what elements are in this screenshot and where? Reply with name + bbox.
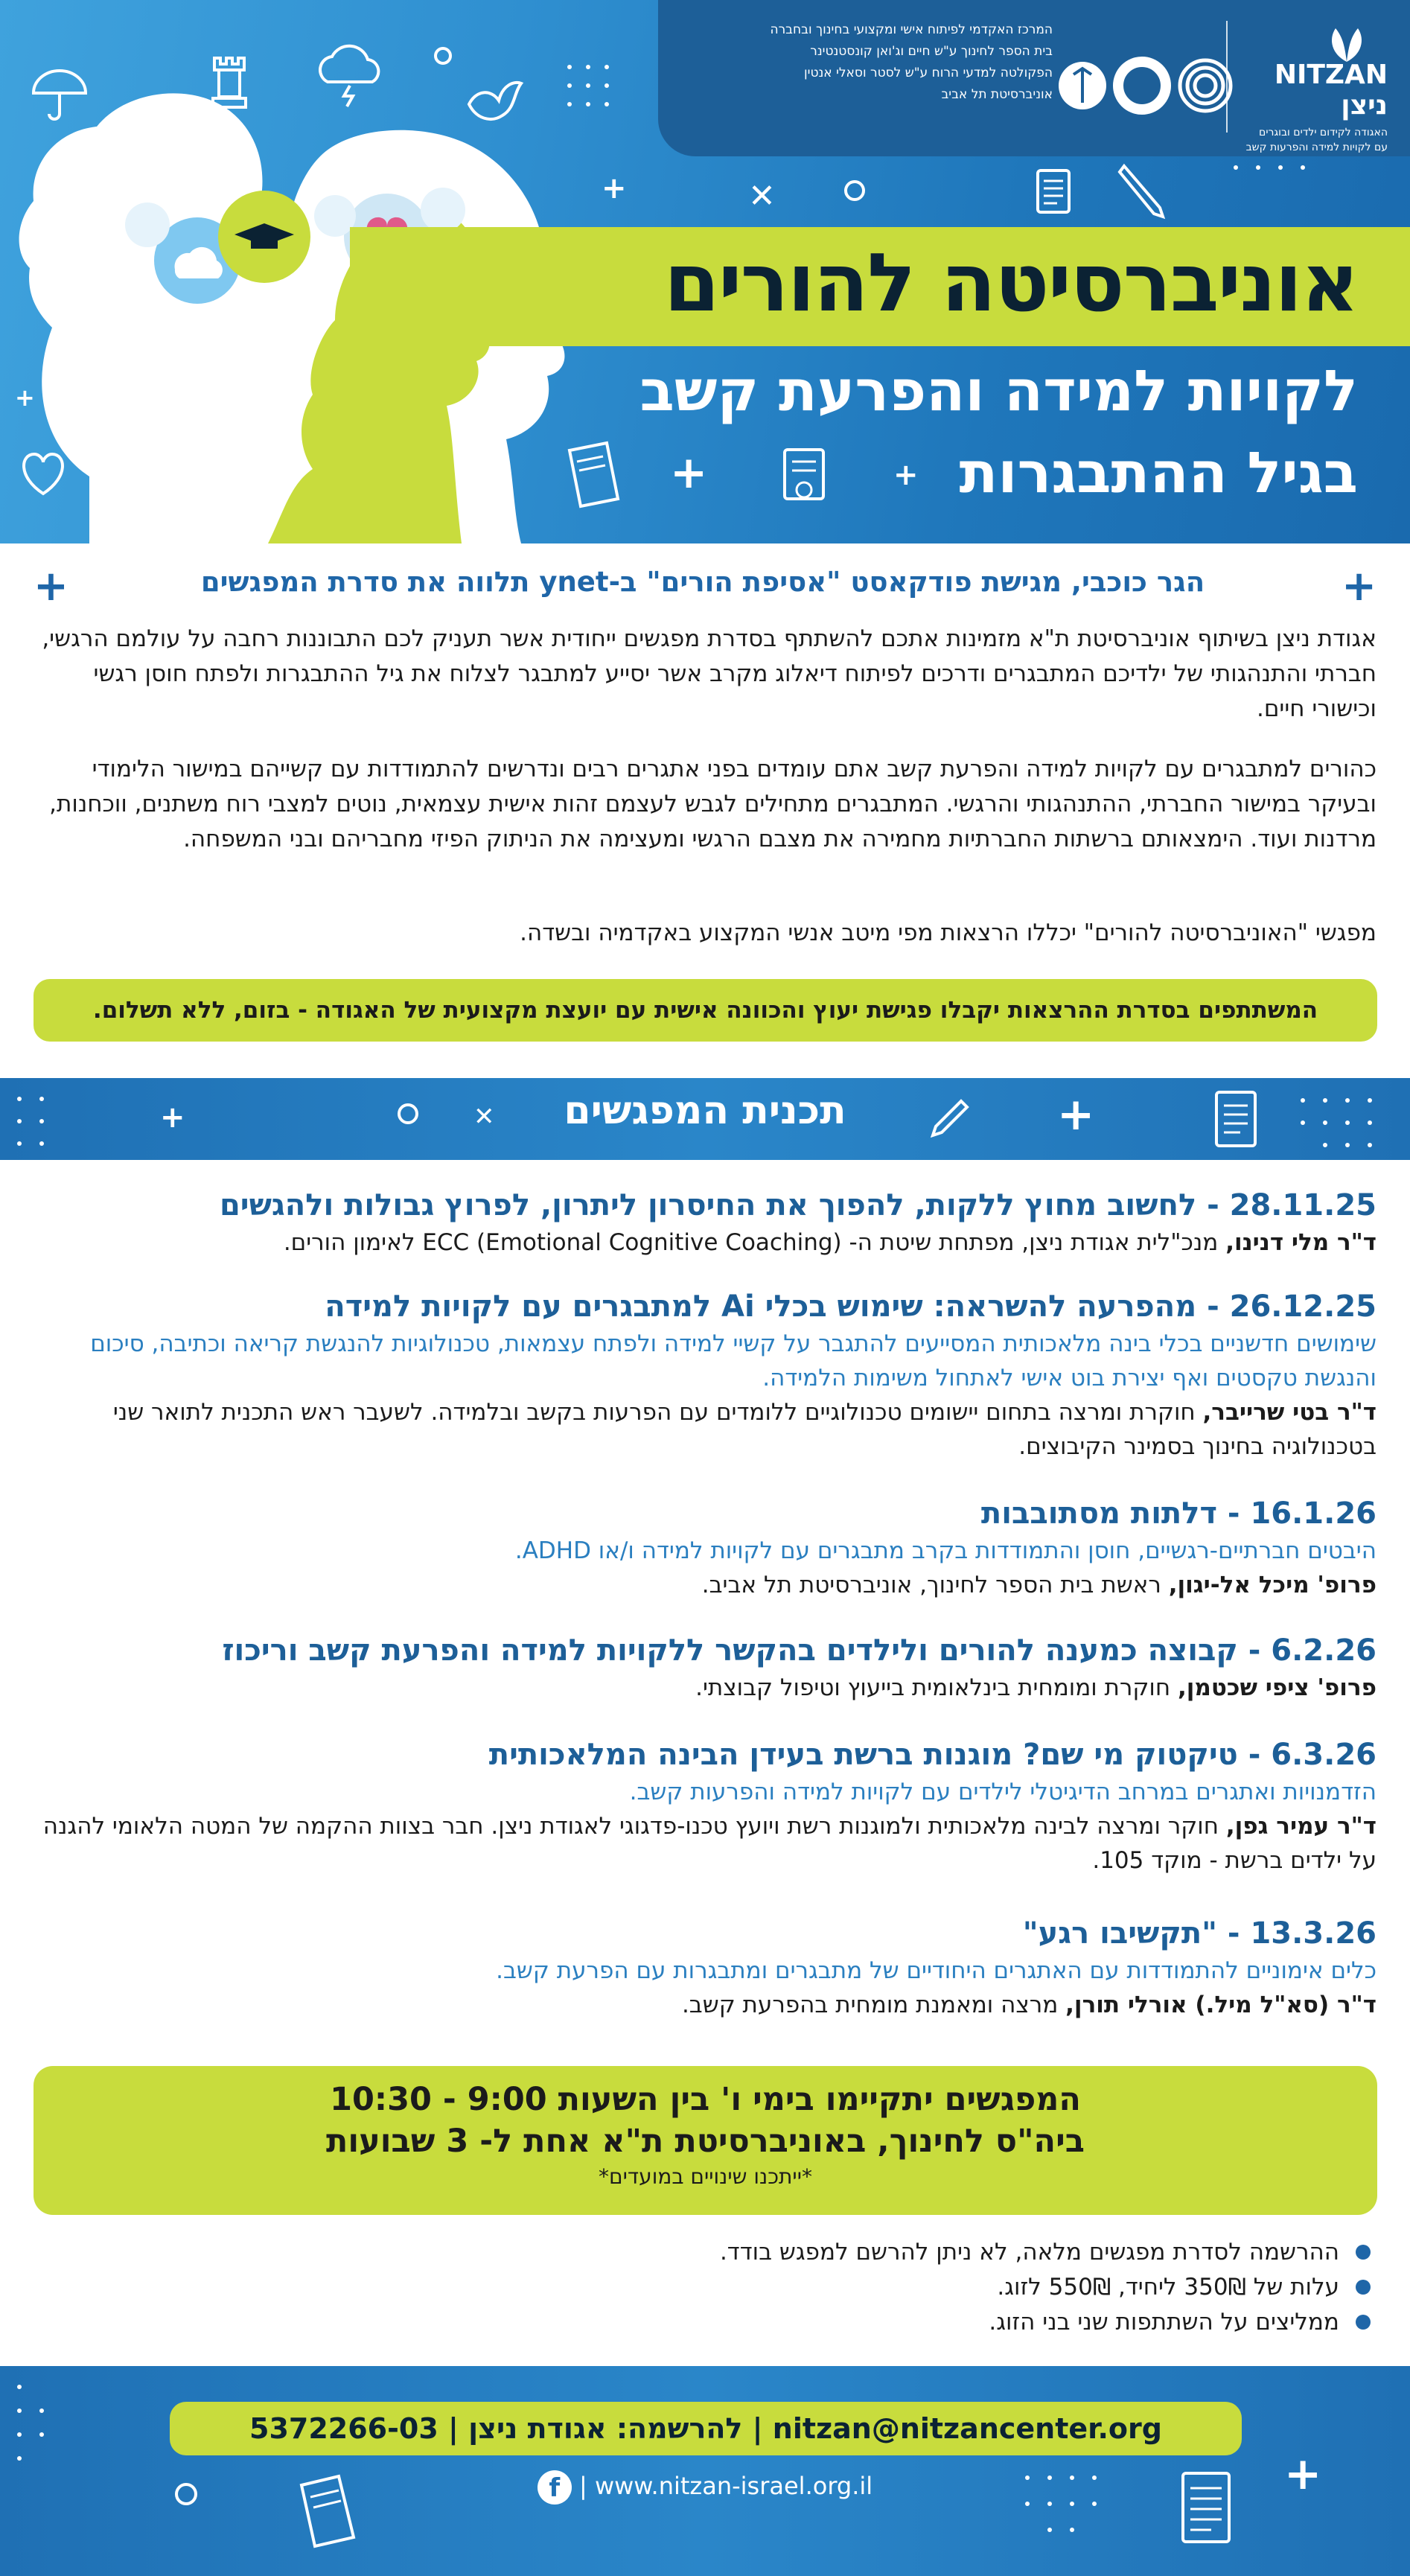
document-icon xyxy=(1180,2470,1232,2545)
speaker-info: חוקרת ומרצה בתחום יישומים טכנולוגיים ללומדים עם הפרעות בקשב ובלמידה. לשעבר ראש התכנית לתואר שני בטכנולוגיה בחינוך בסמינר הקיבוצים. xyxy=(112,1399,1376,1460)
program-band xyxy=(0,1078,1410,1160)
session-speaker xyxy=(29,1395,1376,1464)
speaker-info: חוקר ומרצה לבינה מלאכותית ולמוגנות רשת ויועץ טכנו-פדגוגי לאגודת ניצן. חבר בצוות ההקמה של המטה הלאומי להגנה על ילדים ברשת - מוקד 105. xyxy=(42,1813,1376,1874)
plus-icon: + xyxy=(670,447,708,499)
session-6 xyxy=(29,1913,1376,2022)
plus-icon: + xyxy=(34,562,68,610)
facebook-icon[interactable]: f xyxy=(537,2470,572,2505)
dot-grid-icon xyxy=(1228,160,1318,193)
intro-paragraph-1: אגודת ניצן בשיתוף אוניברסיטת ת"א מזמינות אתכם להשתתף בסדרת מפגשים ייחודית אשר תעניק לכם התבוננות רחבה על עולמם הרגשי, חברתי והתנהגותי של ילדיכם המתבגרים ודרכים לפיתוח דיאלוג מקרב אשר יסייע למתבגר לצלוח את גיל ההתבגרות ולפתח חוסן רגשי וכישורי חיים. xyxy=(42,625,1376,722)
plus-icon: + xyxy=(893,458,919,492)
document-icon xyxy=(1213,1089,1258,1149)
footer xyxy=(0,2366,1410,2576)
session-speaker xyxy=(29,1988,1376,2022)
note-text: ההרשמה לסדרת מפגשים מלאה, לא ניתן להרשם למפגש בודד. xyxy=(719,2239,1339,2266)
session-title: 13.3.26 - "תקשיבו רגע" xyxy=(1022,1916,1376,1951)
dot-grid-icon xyxy=(1295,1093,1385,1152)
session-speaker xyxy=(29,1809,1376,1878)
university-partner-text xyxy=(740,19,1053,106)
session-title: 6.2.26 - קבוצה כמענה להורים ולילדים בהקשר ללקויות למידה והפרעת קשב וריכוז xyxy=(222,1633,1376,1668)
brand-tagline xyxy=(1239,125,1388,155)
session-title: 6.3.26 - טיקטוק מי שם? מוגנות ברשת בעידן הבינה המלאכותית xyxy=(488,1738,1376,1772)
x-icon: ✕ xyxy=(748,177,776,215)
session-title: 26.12.25 - מהפרעה להשראה: שימוש בכלי Ai למתבגרים עם לקויות למידה xyxy=(325,1289,1376,1324)
partner-logos-box xyxy=(658,0,1410,156)
consultation-highlight: המשתתפים בסדרת ההרצאות יקבלו פגישת יעוץ והכוונה אישית עם יועצת מקצועית של האגודה - בזום, ללא תשלום. xyxy=(34,979,1377,1042)
speaker-name: פרופ' מיכל אל-יגון, xyxy=(1168,1572,1376,1598)
dot-grid-icon xyxy=(1020,2470,1117,2545)
schedule-box xyxy=(34,2066,1377,2215)
lotus-icon xyxy=(1321,21,1373,66)
book-icon xyxy=(558,439,625,517)
speaker-name: ד"ר מלי דנינו, xyxy=(1225,1229,1376,1256)
session-description: הזדמנויות ואתגרים במרחב הדיגיטלי לילדים עם לקויות למידה והפרעות קשב. xyxy=(629,1779,1376,1805)
intro-paragraph-3: מפגשי "האוניברסיטה להורים" יכללו הרצאות מפי מיטב אנשי המקצוע באקדמיה ובשדה. xyxy=(520,919,1376,946)
partner-line: בית הספר לחינוך ע"ש חיים וג'ואן קונסטנטינר xyxy=(810,44,1053,59)
partner-line: המרכז האקדמי לפיתוח אישי ומקצועי בחינוך ובחברה xyxy=(770,22,1053,37)
page-subtitle-line2: בגיל ההתבגרות xyxy=(959,439,1358,506)
list-item xyxy=(29,2305,1376,2340)
session-1 xyxy=(29,1185,1376,1260)
page-title: אוניברסיטה להורים xyxy=(663,237,1358,330)
x-icon: ✕ xyxy=(473,1102,495,1132)
speaker-name: ד"ר עמיר גפן, xyxy=(1225,1813,1376,1840)
session-3 xyxy=(29,1493,1376,1602)
logo-divider xyxy=(1226,21,1228,133)
partner-line: אוניברסיטת תל אביב xyxy=(941,87,1053,102)
storm-cloud-icon xyxy=(313,41,387,111)
session-title: 16.1.26 - דלתות מסתובבות xyxy=(980,1496,1376,1531)
plus-icon: + xyxy=(160,1100,185,1135)
note-text: ממליצים על השתתפות שני בני הזוג. xyxy=(989,2309,1339,2336)
speaker-info: ראשת בית הספר לחינוך, אוניברסיטת תל אביב. xyxy=(701,1572,1161,1598)
bullet-dot-icon xyxy=(1356,2280,1371,2295)
list-item xyxy=(29,2270,1376,2305)
pencil-icon xyxy=(927,1097,972,1141)
speaker-name: ד"ר (סא"ל מיל.) אורלי תורן, xyxy=(1065,1992,1376,2018)
nitzan-logo xyxy=(1239,15,1388,155)
website-link[interactable]: www.nitzan-israel.org.il xyxy=(594,2472,873,2500)
document-icon xyxy=(1035,168,1072,218)
university-logos-icon xyxy=(1053,52,1239,119)
separator: | xyxy=(579,2472,595,2500)
registration-notes xyxy=(29,2235,1376,2340)
dot-grid-icon xyxy=(562,60,629,130)
bullet-dot-icon xyxy=(1356,2245,1371,2260)
session-title: 28.11.25 - לחשוב מחוץ ללקות, להפוך את החיסרון ליתרון, לפרוץ גבולות ולהגשים xyxy=(219,1188,1376,1222)
note-text: עלות של 350₪ ליחיד, 550₪ לזוג. xyxy=(997,2274,1339,2301)
plus-icon: + xyxy=(15,383,35,412)
session-speaker xyxy=(29,1671,1376,1705)
intro-heading: הגר כוכבי, מגישת פודקאסט "אסיפת הורים" ב-ynet תלווה את סדרת המפגשים xyxy=(200,566,1205,598)
session-description: היבטים חברתיים-רגשיים, חוסן והתמודדות בקרב מתבגרים עם לקויות למידה ו/או ADHD. xyxy=(514,1537,1376,1564)
ring-icon xyxy=(432,45,454,70)
session-speaker xyxy=(29,1568,1376,1602)
schedule-time: המפגשים יתקיימו בימי ו' בין השעות 9:00 - 10:30 xyxy=(330,2081,1081,2118)
session-description: כלים אימוניים להתמודדות עם האתגרים היחודיים של מתבגרים ומתבגרות עם הפרעת קשב. xyxy=(496,1957,1376,1984)
brand-name: NITZAN ניצן xyxy=(1274,60,1388,121)
plus-icon: + xyxy=(1342,562,1376,610)
list-item xyxy=(29,2235,1376,2270)
plus-icon: + xyxy=(602,171,627,205)
hero-banner xyxy=(0,0,1410,543)
speaker-info: מרצה ומאמנת מומחית בהפרעת קשב. xyxy=(681,1992,1059,2018)
page-subtitle-line1: לקויות למידה והפרעת קשב xyxy=(639,357,1358,424)
speaker-info: חוקרת ומומחית בינלאומית בייעוץ וטיפול קבוצתי. xyxy=(695,1674,1171,1701)
registration-contact[interactable]: להרשמה: אגודת ניצן | 5372266-03 | nitzan@nitzancenter.org xyxy=(170,2402,1242,2455)
ring-icon xyxy=(841,177,868,207)
umbrella-icon xyxy=(30,63,89,126)
heart-icon xyxy=(13,443,73,506)
certificate-icon xyxy=(782,447,826,517)
schedule-disclaimer: *ייתכנו שינויים במועדים* xyxy=(599,2164,812,2189)
dove-icon xyxy=(462,74,529,130)
tagline-line: האגודה לקידום ילדים ובוגרים xyxy=(1259,127,1388,138)
session-speaker xyxy=(29,1225,1376,1260)
session-5 xyxy=(29,1735,1376,1878)
speaker-info: מנכ"לית אגודת ניצן, מפתחת שיטת ה- ECC (Emotional Cognitive Coaching) לאימון הורים. xyxy=(283,1229,1219,1256)
speaker-name: ד"ר בטי שרייבר, xyxy=(1202,1399,1376,1426)
schedule-location: ביה"ס לחינוך, באוניברסיטת ת"א אחת ל- 3 שבועות xyxy=(326,2123,1085,2160)
plus-icon: + xyxy=(1284,2448,1322,2500)
speaker-name: פרופ' ציפי שכטמן, xyxy=(1177,1674,1376,1701)
pencil-icon xyxy=(1117,160,1169,223)
session-2 xyxy=(29,1287,1376,1464)
chess-rook-icon xyxy=(208,52,250,115)
intro-paragraph-2: כהורים למתבגרים עם לקויות למידה והפרעת קשב אתם עומדים בפני אתגרים רבים ונדרשים להתמודדות עם קשייהם במישור הלימודי ובעיקר במישור החברתי, ההתנהגותי והרגשי. המתבגרים מתחילים לגבש לעצמם זהות אישית עצמאית, נוטים למצבי רוח משתנים, ווכחנות, מרדנות ועוד. הימצאותם ברשתות החברתיות מחמירה את מצבם הרגשי ומעצימה את הניתוק הפיזי מחבריהם ובני המשפחה. xyxy=(49,756,1376,852)
dot-grid-icon xyxy=(13,2381,58,2485)
bullet-dot-icon xyxy=(1356,2315,1371,2330)
session-4 xyxy=(29,1630,1376,1705)
partner-line: הפקולטה למדעי הרוח ע"ש לסטר וסאלי אנטין xyxy=(804,66,1053,80)
session-description: שימושים חדשניים בכלי בינה מלאכותית המסייעים להתגבר על קשיי למידה ולפתח עצמאות, טכנולוגיות להנגשת קריאה וכתיבה, סיכום והנגשת טקסטים ואף יצירת בוט אישי לאתחול משימות הלמידה. xyxy=(90,1330,1376,1391)
program-title: תכנית המפגשים xyxy=(564,1088,846,1133)
plus-icon: + xyxy=(1057,1088,1095,1141)
tagline-line: עם לקויות למידה והפרעות קשב xyxy=(1245,141,1388,153)
